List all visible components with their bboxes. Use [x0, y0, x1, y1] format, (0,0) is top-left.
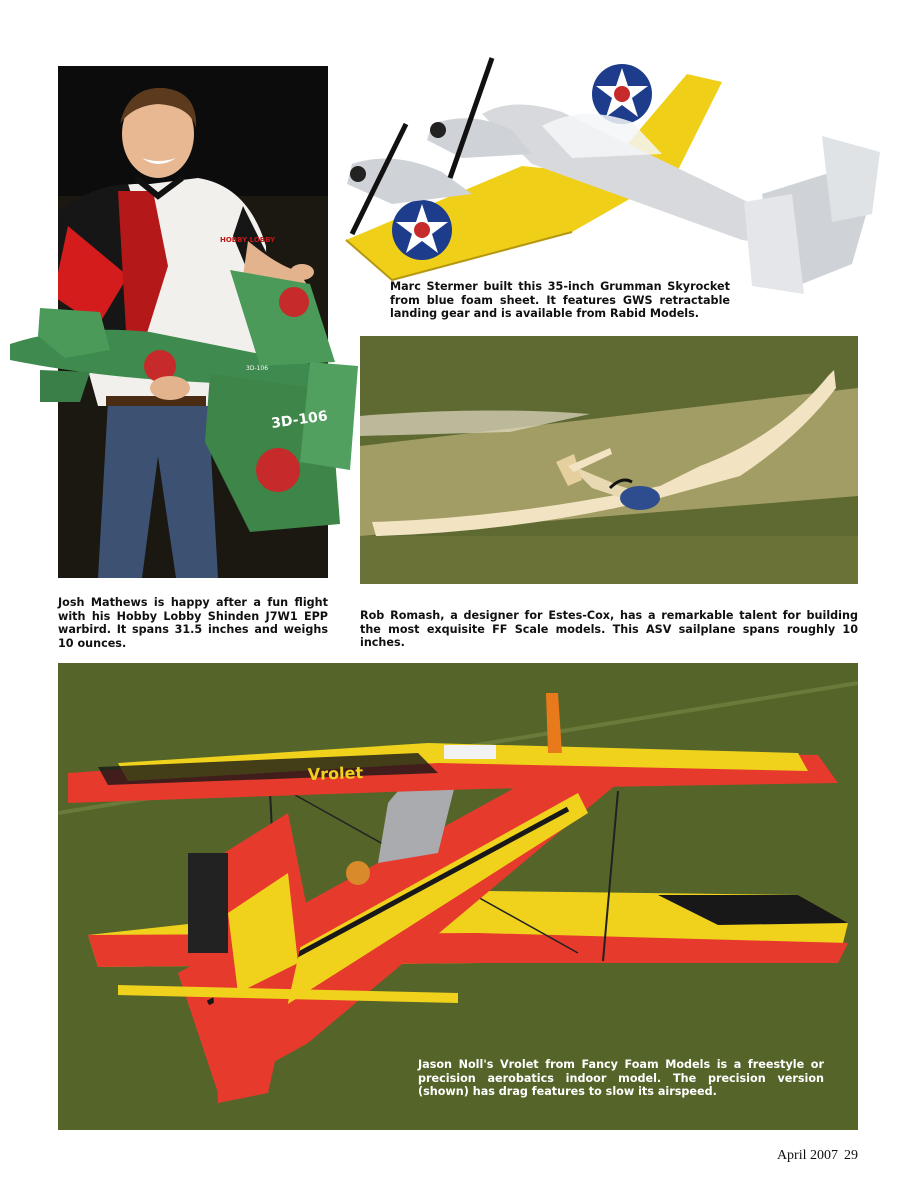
caption-sailplane: Rob Romash, a designer for Estes-Cox, has a remarkable talent for building the most exquisite FF Scale models. This ASV sailplane spans roughly 10 inches. [360, 609, 858, 650]
page-footer [777, 1148, 858, 1164]
skyrocket-image [332, 54, 888, 300]
caption-josh-mathews: Josh Mathews is happy after a fun flight with his Hobby Lobby Shinden J7W1 EPP warbird. It spans 31.5 inches and weighs 10 ounces. [58, 596, 328, 650]
page-number: 29 [844, 1148, 858, 1163]
sailplane-image [360, 336, 858, 584]
shinden-marking-wing: 3D-106 [246, 365, 269, 372]
shinden-marking-tail: 3D-106 [270, 408, 329, 432]
photo-skyrocket [332, 54, 888, 300]
caption-vrolet: Jason Noll's Vrolet from Fancy Foam Models is a freestyle or precision aerobatics indoor model. The precision version (shown) has drag features to slow its airspeed. [418, 1058, 824, 1099]
plane-shinden [10, 262, 358, 534]
shirt-logo: HOBBY LOBBY [220, 236, 276, 244]
issue-date: April 2007 [776, 1148, 838, 1163]
shinden-image [10, 262, 358, 534]
photo-sailplane [360, 336, 858, 584]
vrolet-wing-lettering: Vrolet [307, 763, 364, 784]
caption-skyrocket: Marc Stermer built this 35-inch Grumman Skyrocket from blue foam sheet. It features GWS retractable landing gear and is available from Rabid Models. [390, 280, 730, 321]
